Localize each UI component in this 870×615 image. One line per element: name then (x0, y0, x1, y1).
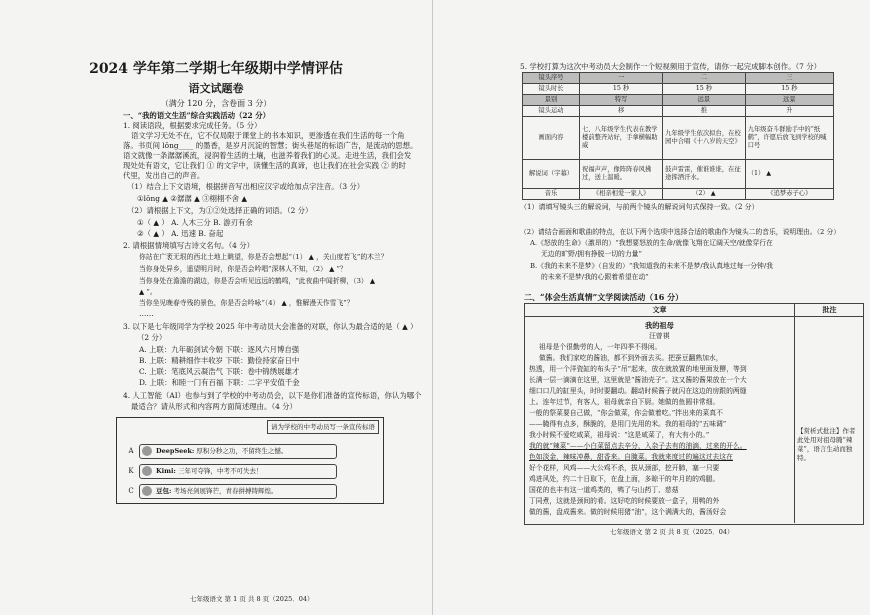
chat-prompt: 请为学校的中考动员写一条宣传标语 (267, 420, 379, 434)
article-line: 上。连年过节，有客人，祖母就亲自下厨。她做的鱼圆非常细。 (529, 398, 720, 406)
table-row: 镜头运动 移 推 升 (523, 106, 834, 117)
passage-line: 代里，发出自己的声音。 (123, 171, 205, 180)
passage-line: 语文学习无处不在，它不仅局限于课堂上的书本知识，更渗透在我们生活的每一个角 (131, 131, 405, 140)
article-line: 鸡进风处，约二十日取下，在盘上面，多晾干的年月的的鸡腿。 (529, 475, 720, 483)
ai-icon: C (128, 487, 134, 495)
table-row: 解说词（字幕） 祝福声声，像阵阵春风拂过，送上温暖。 鼓声雷雷，催谁谁谁，在征途挥洒汗水。 （1） ▲ (523, 160, 834, 189)
option-b-cont: 的未来不是梦/我的心跟着希望在动” (541, 273, 649, 281)
annotation-note: 【赏析式批注】作者此处用对祖母腌“辣菜”，语言生动而独特。 (797, 427, 856, 462)
doubao-logo-icon (142, 486, 152, 496)
article-line-underlined: 色如淡金，辣味冲鼻，甜香来。自腌菜。我就来度过的遍这过去这在 (529, 453, 733, 461)
table-row: 画面内容 七、八年级学生代表在教学楼前整齐站好，手拿横幅助威 九年级学生依次拟台，在校园中合唱《十八岁的天空》 九年级奋斗群励手中的“纸鹤”，许愿后放飞到学校的喊口号 (523, 117, 834, 160)
article-line: 国花的也丰有这一道鸡类的，鸭了与山药丁、慈菇 (529, 486, 679, 494)
option-d[interactable]: D. 上联：和睦一门有百福 下联：二字平安值千金 (139, 378, 300, 387)
choice-line[interactable]: ②（ ▲ ） A. 迅速 B. 奋起 (137, 229, 224, 238)
article-line: ——腌得有点多，酥脆的，是用门先用的米。我的祖母的“五味调” (529, 420, 727, 428)
passage-line: 落。书页间 lǒng____ 的墨香，是岁月沉淀的智慧；街头巷尾的标语广告，是流动的思想。 (123, 141, 418, 150)
score-note: （满分 120 分，含卷面 3 分） (160, 99, 272, 108)
ellipsis: …… (139, 309, 154, 318)
article-line: 丁同煮，这就是颈间的肴。这好吃的时候要放一盒子，用鸭的外 (529, 497, 720, 505)
table-row: 镜头时长 15 秒 15 秒 15 秒 (523, 84, 834, 95)
question-text: 2. 请根据情境填写古诗文名句。（4 分） (123, 241, 255, 250)
article-line: 长满一层一滴滴在这里，这里就是“酱油壳子”。这又酱的酱果放在一个大 (529, 376, 747, 384)
ai-chat-panel (116, 417, 384, 504)
page-1 (0, 0, 433, 615)
option-a[interactable]: A. 上联：九年砺剑试今朝 下联：逐风六月博自强 (139, 345, 300, 354)
question-text: 最适合？请从形式和内容两方面简述理由。（4 分） (131, 402, 297, 411)
question-text: 1. 阅读语段，根据要求完成任务。（5 分） (123, 121, 262, 130)
question-text: 4. 人工智能（AI）也参与到了学校的中考动员会，以下是你们准备的宣传标语，你认为哪个 (123, 391, 422, 400)
kimi-logo-icon (142, 466, 152, 476)
answer-blank[interactable]: （1） ▲ (745, 160, 833, 189)
ai-icon: K (128, 467, 134, 475)
poem-line[interactable]: 你站在广袤无垠的西北土地上眺望，你是否会想起“（1） ▲ ，关山度若飞”的木兰？ (139, 253, 388, 261)
choice-line[interactable]: ①（ ▲ ） A. 人木三分 B. 游刃有余 (137, 218, 253, 227)
column-header-notes: 批注 (794, 304, 864, 317)
chat-row: K Kimi: 三年可夺锋，中考不可失去！ (139, 464, 337, 479)
exam-title: 2024 学年第二学期七年级期中学情评估 (89, 61, 343, 77)
question-text: 5. 学校打算为这次中考动员大会制作一个短视频用于宣传，请你一起完成脚本创作。（7 分） (520, 62, 821, 71)
exam-subtitle: 语文试题卷 (188, 82, 244, 95)
table-row: 音乐 《相亲相爱一家人》 （2） ▲ 《追梦赤子心》 (523, 189, 834, 200)
question-text: （2 分） (137, 333, 167, 342)
option-a-cont: 无边的旷野/拥有挣脱一切的力量” (541, 250, 642, 258)
section-title: 一、“我的语文生活”综合实践活动（22 分） (123, 111, 271, 120)
question-text: （1）请填写镜头三的解说词，与前两个镜头的解说词句式保持一致。（2 分） (520, 203, 759, 211)
option-c[interactable]: C. 上联：笔底风云凝浩气 下联：卷中锦绣展雄才 (139, 367, 300, 376)
page-2 (434, 0, 870, 615)
question-text: （2）请结合画面和歌曲的特点，在以下两个选项中选择合适的歌曲作为镜头二的音乐，说明理由。（2 分） (520, 228, 841, 236)
table-row: 镜头序号 一 二 三 (523, 73, 834, 84)
table-row: 景别 特写 远景 远景 (523, 95, 834, 106)
option-b[interactable]: B.《我的未来不是梦》（自发的）“我知道我的未来不是梦/我认真地过每一分钟/我 (530, 262, 773, 270)
poem-line[interactable]: 当你身处异乡，遥望明月时，你是否会吟唱“深林人不知，（2） ▲ ”？ (139, 265, 347, 273)
deepseek-logo-icon (142, 446, 152, 456)
chat-row: C 豆包: 考场亮剑展锋芒，青春拼搏铸辉煌。 (139, 484, 337, 499)
article-line: 我小时候不爱吃咸菜，祖母说：“这是咸菜了，有大有小的。” (529, 431, 710, 439)
ai-icon: A (128, 447, 134, 455)
article-line: 好个花样，风鸡——大公鸡不杀，拔从颈部，挖开肺，塞一只要 (529, 464, 720, 472)
section-title: 二、“体会生活真情”文学阅读活动（16 分） (524, 292, 684, 302)
article-line: 热透，用一个洋瓷缸的布头子“吊”起来，放在就放置的地里面发酵，等到 (529, 365, 747, 373)
reading-table (524, 303, 864, 525)
article-line: 细口口几的缸里头，时时要翻动。翻动时候酱子就闪在这边的房跟的两缝 (529, 387, 747, 395)
poem-line[interactable]: ▲ ”。 (139, 288, 157, 296)
answer-blank[interactable]: ①lǒng ▲ ②潺潺 ▲ ③栩栩不舍 ▲ (137, 194, 248, 203)
poem-line[interactable]: 当你身处在澹澹的湖边，你是否会听见远远的鹤鸣，“此夜曲中闻折柳，（3） ▲ (139, 277, 376, 285)
article-line: 祖母是个很勤劳的人，一年四季不得闲。 (539, 343, 662, 351)
poem-line[interactable]: 当你坐见晚春寺残的景色，你是否会吟咏“（4） ▲ ，惟解漫天作雪飞”？ (139, 299, 354, 307)
page-footer: 七年级语文 第 1 页 共 8 页（2025．04） (190, 595, 314, 603)
question-text: 3. 以下是七年级同学为学校 2025 年中考动员大会准备的对联，你认为最合适的是（ ▲ ） (123, 322, 418, 331)
column-header-article: 文章 (525, 304, 794, 317)
annotation-column (794, 317, 863, 523)
page-footer: 七年级语文 第 2 页 共 8 页（2025．04） (610, 528, 734, 536)
article-line: 做的酱，盘成酱来。做的时候用猪“油”，这个满满大的，酱汤好会 (529, 508, 727, 516)
article-line: 一般的祭菜要自己做，“你会做菜，你会做着吃。”拌出来的菜真不 (529, 409, 723, 417)
option-b[interactable]: B. 上联：精耕细作丰收岁 下联：勤俭持家奋日中 (139, 356, 300, 365)
chat-row: A DeepSeek: 厚积分秒之功，不留终生之憾。 (139, 444, 337, 459)
article-title: 我的祖母 (645, 321, 674, 330)
question-text: （1）结合上下文语境，根据拼音写出相应汉字或给加点字注音。（3 分） (127, 182, 365, 191)
question-text: （2）请根据上下文，为①②处选择正确的词语。（2 分） (127, 206, 313, 215)
option-a[interactable]: A.《怒放的生命》（激昂的）“我想要怒放的生命/就像飞翔在辽阔天空/就像穿行在 (530, 239, 773, 247)
article-line-underlined: 我的就“辣菜”——小白菜留点去辛分，入杂子去有的油滴，过来的开么。 (529, 442, 747, 450)
passage-line: 现处处有语文，它让我们 ① 的文字中，读懂生活的真谛，也让我们在社会实践 ② 的时 (123, 161, 406, 170)
storyboard-table (522, 72, 834, 200)
passage-line: 语文就像一条潺潺溪流，浸润着生活的土壤，也滋养着我们的心灵。走进生活，我们会发 (123, 151, 412, 160)
article-line: 做酱。我们家吃的酱油，都不到外面去买。把蚕豆翻熟加水， (539, 354, 723, 362)
answer-blank[interactable]: （2） ▲ (663, 189, 746, 200)
article-author: 汪曾祺 (649, 332, 670, 340)
